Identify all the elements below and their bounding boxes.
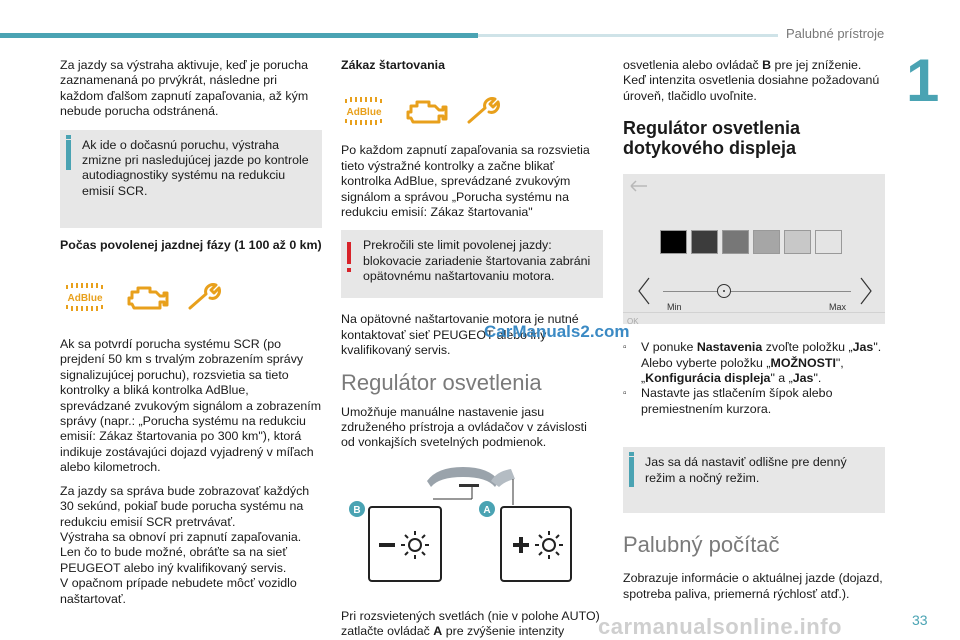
text: pre zvýšenie intenzity bbox=[442, 624, 565, 639]
text: Nastavte jas stlačením šípok alebo premiestnením kurzora. bbox=[641, 386, 833, 416]
swatch bbox=[691, 230, 718, 254]
warning-box bbox=[341, 230, 603, 298]
section-heading: Zákaz štartovania bbox=[341, 58, 445, 72]
info-text: Jas sa dá nastaviť odlišne pre denný režim a nočný režim. bbox=[645, 455, 847, 485]
brightness-control-illustration bbox=[341, 459, 603, 609]
bullet-icon: ▫ bbox=[623, 388, 627, 400]
brightness-swatches bbox=[660, 230, 842, 254]
info-icon bbox=[66, 140, 71, 170]
svg-text:AdBlue: AdBlue bbox=[346, 107, 382, 119]
bullet-icon: ▫ bbox=[623, 342, 627, 354]
section-title: dotykového displeja bbox=[623, 138, 797, 159]
site-watermark: carmanualsonline.info bbox=[598, 614, 842, 639]
swatch bbox=[660, 230, 687, 254]
swatch bbox=[722, 230, 749, 254]
header-accent-bar bbox=[0, 33, 478, 38]
list-item bbox=[623, 340, 885, 386]
text-bold: Jas bbox=[852, 340, 874, 355]
warning-icons bbox=[62, 277, 322, 317]
chevron-right-icon[interactable] bbox=[859, 276, 873, 306]
section-title: Regulátor osvetlenia bbox=[623, 118, 801, 139]
text-bold: A bbox=[433, 624, 443, 639]
text: ". bbox=[873, 340, 882, 355]
paragraph bbox=[623, 58, 885, 73]
brightness-slider-track[interactable] bbox=[663, 291, 851, 292]
paragraph: Zobrazuje informácie o aktuálnej jazde (dojazd, spotreba paliva, priemerná rýchlosť atď.). bbox=[623, 571, 883, 601]
list-item bbox=[623, 386, 885, 417]
info-box bbox=[623, 447, 885, 513]
paragraph: Po každom zapnutí zapaľovania sa rozsvietia tieto výstražné kontrolky a začne blikať kontrolka AdBlue, sprevádzané zvukovým signálom a správou „Porucha systému na redukciu emisií: Zákaz štartovania" bbox=[341, 143, 590, 220]
paragraph bbox=[341, 609, 603, 640]
section-title: Regulátor osvetlenia bbox=[341, 369, 542, 395]
header-title: Palubné prístroje bbox=[786, 26, 885, 41]
chevron-left-icon[interactable] bbox=[637, 276, 651, 306]
section-title: Palubný počítač bbox=[623, 532, 780, 558]
text: ". bbox=[813, 371, 822, 386]
paragraph: Za jazdy sa výstraha aktivuje, keď je porucha zaznamenaná po prvýkrát, následne pri každom ďalšom zapnutí zapaľovania, až kým nebude porucha odstránená. bbox=[60, 58, 309, 119]
engine-icon bbox=[126, 282, 170, 312]
column-3 bbox=[623, 58, 885, 602]
text: Pri rozsvietených svetlách (nie v polohe AUTO) zatlačte ovládač bbox=[341, 608, 600, 639]
info-text: Ak ide o dočasnú poruchu, výstraha zmizne pri nasledujúcej jazde po kontrole autodiagnostiky systému na redukciu emisií SCR. bbox=[82, 137, 309, 198]
brightness-screen bbox=[623, 174, 885, 327]
paragraph: Keď intenzita osvetlenia dosiahne požadovanú úroveň, tlačidlo uvoľnite. bbox=[623, 73, 880, 103]
text-bold: Jas bbox=[792, 371, 814, 386]
warning-text: Prekročili ste limit povolenej jazdy: blokovacie zariadenie štartovania zabráni opätovnému naštartovaniu motora. bbox=[363, 238, 591, 284]
swatch bbox=[753, 230, 780, 254]
paragraph: Výstraha sa obnoví pri zapnutí zapaľovania. bbox=[60, 529, 302, 544]
engine-icon bbox=[405, 96, 449, 126]
text: pre jej zníženie. bbox=[771, 58, 862, 72]
max-label: Max bbox=[829, 302, 847, 313]
warning-icon bbox=[347, 242, 351, 264]
text-bold: MOŽNOSTI bbox=[770, 355, 836, 370]
text: Alebo vyberte položku „ bbox=[641, 355, 771, 370]
page-number: 33 bbox=[912, 612, 928, 628]
ok-button[interactable]: OK bbox=[627, 317, 639, 327]
watermark: CarManuals2.com bbox=[484, 322, 630, 341]
info-icon bbox=[629, 457, 634, 487]
text: osvetlenia alebo ovládač bbox=[623, 58, 763, 72]
column-1 bbox=[60, 58, 322, 607]
paragraph: Ak sa potvrdí porucha systému SCR (po prejdení 50 km s trvalým zobrazením správy signalizujúcej poruchu), rozsvietia sa tieto kontrolky a bliká kontrolka AdBlue, sprevádzané zvukovým signálom a zobrazením správy (napr.: „Porucha systému na redukciu emisií: Zákaz štartovania po 300 km"), ktorá indikuje zostávajúci dojazd vyjadrený v míľach alebo kilometroch. bbox=[60, 337, 322, 475]
adblue-icon bbox=[341, 96, 389, 126]
min-label: Min bbox=[667, 302, 682, 313]
back-arrow-icon[interactable] bbox=[629, 180, 649, 192]
header-accent-bar-light bbox=[478, 34, 778, 37]
text: ", „ bbox=[641, 355, 844, 386]
dashboard-illustration bbox=[341, 459, 603, 609]
paragraph: Na opätovné naštartovanie motora je nutné kontaktovať sieť PEUGEOT alebo iný kvalifikovaný servis. bbox=[341, 312, 579, 358]
text: V ponuke bbox=[641, 340, 697, 355]
wrench-icon bbox=[465, 96, 501, 126]
text-bold: Konfigurácia displeja bbox=[645, 371, 771, 386]
paragraph: Umožňuje manuálne nastavenie jasu združeného prístroja a ovládačov v závislosti od vonkajších svetelných podmienok. bbox=[341, 404, 587, 450]
paragraph: Len čo to bude možné, obráťte sa na sieť PEUGEOT alebo iný kvalifikovaný servis. bbox=[60, 545, 287, 575]
paragraph: V opačnom prípade nebudete môcť vozidlo naštartovať. bbox=[60, 576, 297, 606]
text-bold: B bbox=[762, 58, 772, 72]
wrench-icon bbox=[186, 282, 222, 312]
label-b: B bbox=[353, 504, 361, 516]
section-heading: Počas povolenej jazdnej fázy (1 100 až 0 km) bbox=[60, 237, 322, 252]
swatch bbox=[815, 230, 842, 254]
text: " a „ bbox=[770, 371, 793, 386]
label-a: A bbox=[483, 504, 491, 516]
column-2 bbox=[341, 58, 603, 640]
swatch bbox=[784, 230, 811, 254]
info-box bbox=[60, 130, 322, 228]
paragraph: Za jazdy sa správa bude zobrazovať každých 30 sekúnd, pokiaľ bude porucha systému na redukciu emisií SCR pretrvávať. bbox=[60, 483, 310, 529]
warning-icons bbox=[341, 91, 603, 131]
adblue-icon bbox=[62, 282, 110, 312]
bullet-list bbox=[623, 340, 885, 417]
chapter-number: 1 bbox=[906, 47, 940, 114]
brightness-slider-thumb[interactable] bbox=[717, 284, 731, 298]
text-bold: Nastavenia bbox=[696, 340, 763, 355]
text: zvoľte položku „ bbox=[762, 340, 853, 355]
svg-text:AdBlue: AdBlue bbox=[67, 293, 103, 305]
